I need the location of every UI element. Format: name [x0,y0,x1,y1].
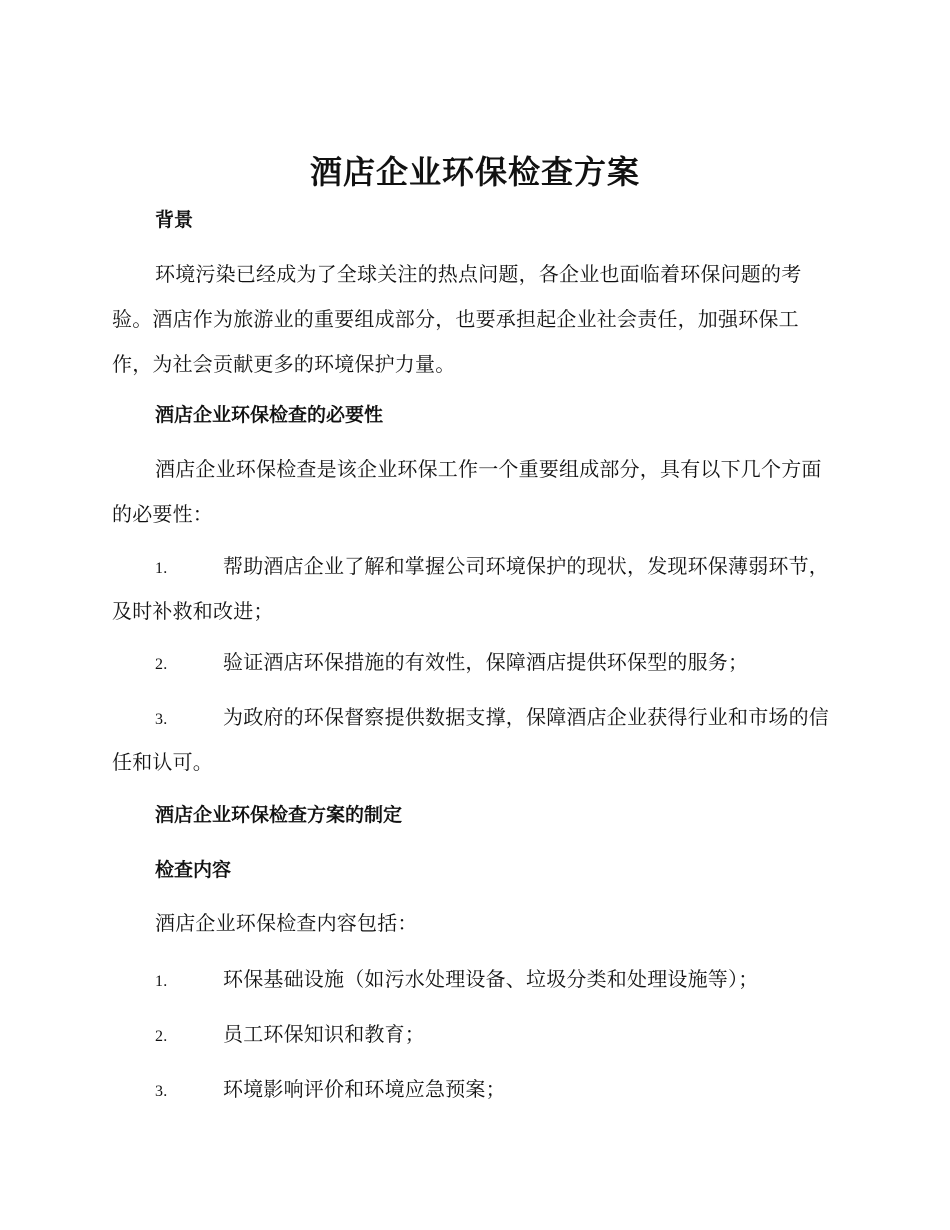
list-item [112,545,832,633]
list-item-text: 验证酒店环保措施的有效性，保障酒店提供环保型的服务； [223,650,749,674]
paragraph-content-intro: 酒店企业环保检查内容包括： [155,911,418,935]
list-item-number: 1. [155,560,168,577]
section-heading-necessity: 酒店企业环保检查的必要性 [155,404,384,426]
paragraph-background: 环境污染已经成为了全球关注的热点问题，各企业也面临着环保问题的考验。酒店作为旅游业的重要组成部分，也要承担起企业社会责任，加强环保工作，为社会贡献更多的环境保护力量。 [112,262,802,376]
list-item-text: 为政府的环保督察提供数据支撑，保障酒店企业获得行业和市场的信任和认可。 [112,705,829,774]
list-item-number: 2. [155,656,168,673]
document-title: 酒店企业环保检查方案 [309,153,640,191]
list-item-number: 3. [155,1083,168,1100]
section-heading-content: 检查内容 [155,859,232,881]
list-item-text: 环保基础设施（如污水处理设备、垃圾分类和处理设施等）； [223,967,759,991]
list-item [112,1068,832,1113]
paragraph-necessity-intro: 酒店企业环保检查是该企业环保工作一个重要组成部分，具有以下几个方面的必要性： [112,457,822,526]
list-item [112,641,832,686]
section-heading-background: 背景 [155,209,194,231]
list-item-number: 1. [155,973,168,990]
list-item-number: 3. [155,711,168,728]
list-item-number: 2. [155,1028,168,1045]
list-item [112,696,832,784]
list-item [112,1013,832,1058]
list-item-text: 环境影响评价和环境应急预案； [223,1077,506,1101]
list-item-text: 员工环保知识和教育； [223,1022,425,1046]
section-heading-plan: 酒店企业环保检查方案的制定 [155,804,403,826]
list-item [112,958,832,1003]
list-item-text: 帮助酒店企业了解和掌握公司环境保护的现状，发现环保薄弱环节，及时补救和改进； [112,554,829,623]
